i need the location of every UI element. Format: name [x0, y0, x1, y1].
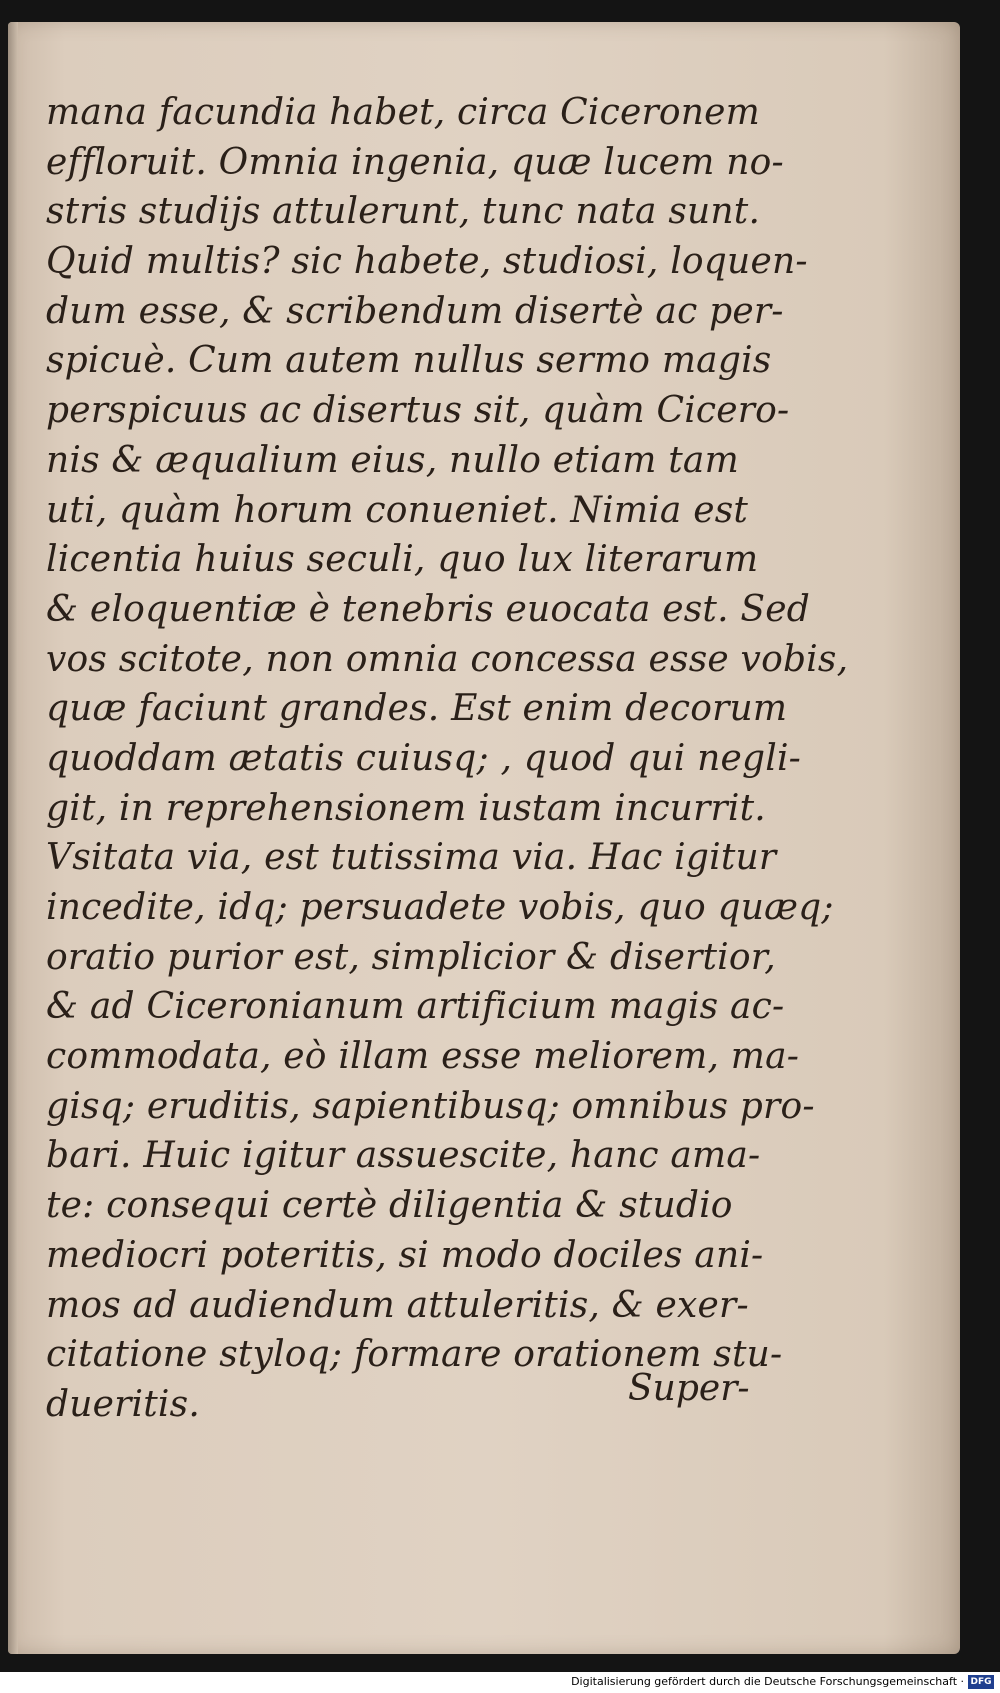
- text-line: bari. Huic igitur assuescite, hanc ama-: [46, 1135, 761, 1177]
- text-line: dueritis.: [46, 1383, 200, 1425]
- body-text: [46, 88, 849, 1430]
- text-line: effloruit. Omnia ingenia, quæ lucem no-: [46, 141, 784, 183]
- text-line: & eloquentiæ è tenebris euocata est. Sed: [46, 588, 810, 630]
- text-line: quæ faciunt grandes. Est enim decorum: [46, 688, 788, 730]
- funding-notice: Digitalisierung gefördert durch die Deutsche Forschungsgemeinschaft ·: [571, 1675, 964, 1688]
- text-line: & ad Ciceronianum artificium magis ac-: [46, 986, 785, 1028]
- text-line: mos ad audiendum attuleritis, & exer-: [46, 1284, 749, 1326]
- text-line: mana facundia habet, circa Ciceronem: [46, 92, 761, 133]
- text-line: nis & æqualium eius, nullo etiam tam: [46, 439, 739, 481]
- text-line: Quid multis? sic habete, studiosi, loquen-: [46, 241, 808, 283]
- text-line: incedite, idq; persuadete vobis, quo quæq;: [46, 887, 834, 928]
- book-page: [8, 22, 960, 1654]
- text-line: oratio purior est, simplicior & disertior,: [46, 936, 776, 978]
- text-line: licentia huius seculi, quo lux literarum: [46, 539, 759, 581]
- text-line: citatione styloq; formare orationem stu-: [46, 1334, 783, 1376]
- text-line: te: consequi certè diligentia & studio: [46, 1185, 733, 1227]
- text-line: git, in reprehensionem iustam incurrit.: [46, 787, 766, 829]
- text-line: commodata, eò illam esse meliorem, ma-: [46, 1036, 800, 1078]
- text-line: Vsitata via, est tutissima via. Hac igitur: [46, 837, 777, 879]
- catchword: Super-: [628, 1368, 750, 1409]
- text-line: dum esse, & scribendum disertè ac per-: [46, 290, 784, 332]
- footer-bar: [0, 1672, 1000, 1693]
- text-line: uti, quàm horum conueniet. Nimia est: [46, 489, 749, 531]
- text-line: vos scitote, non omnia concessa esse vobis,: [46, 638, 849, 680]
- text-line: stris studijs attulerunt, tunc nata sunt.: [46, 191, 761, 233]
- text-line: quoddam ætatis cuiusq; , quod qui negli-: [46, 737, 802, 779]
- page-gutter-edge: [8, 22, 18, 1654]
- text-line: perspicuus ac disertus sit, quàm Cicero-: [46, 390, 790, 432]
- text-line: gisq; eruditis, sapientibusq; omnibus pro-: [46, 1085, 815, 1127]
- text-line: spicuè. Cum autem nullus sermo magis: [46, 340, 772, 382]
- text-line: mediocri poteritis, si modo dociles ani-: [46, 1234, 764, 1276]
- dfg-logo-icon: DFG: [968, 1675, 994, 1689]
